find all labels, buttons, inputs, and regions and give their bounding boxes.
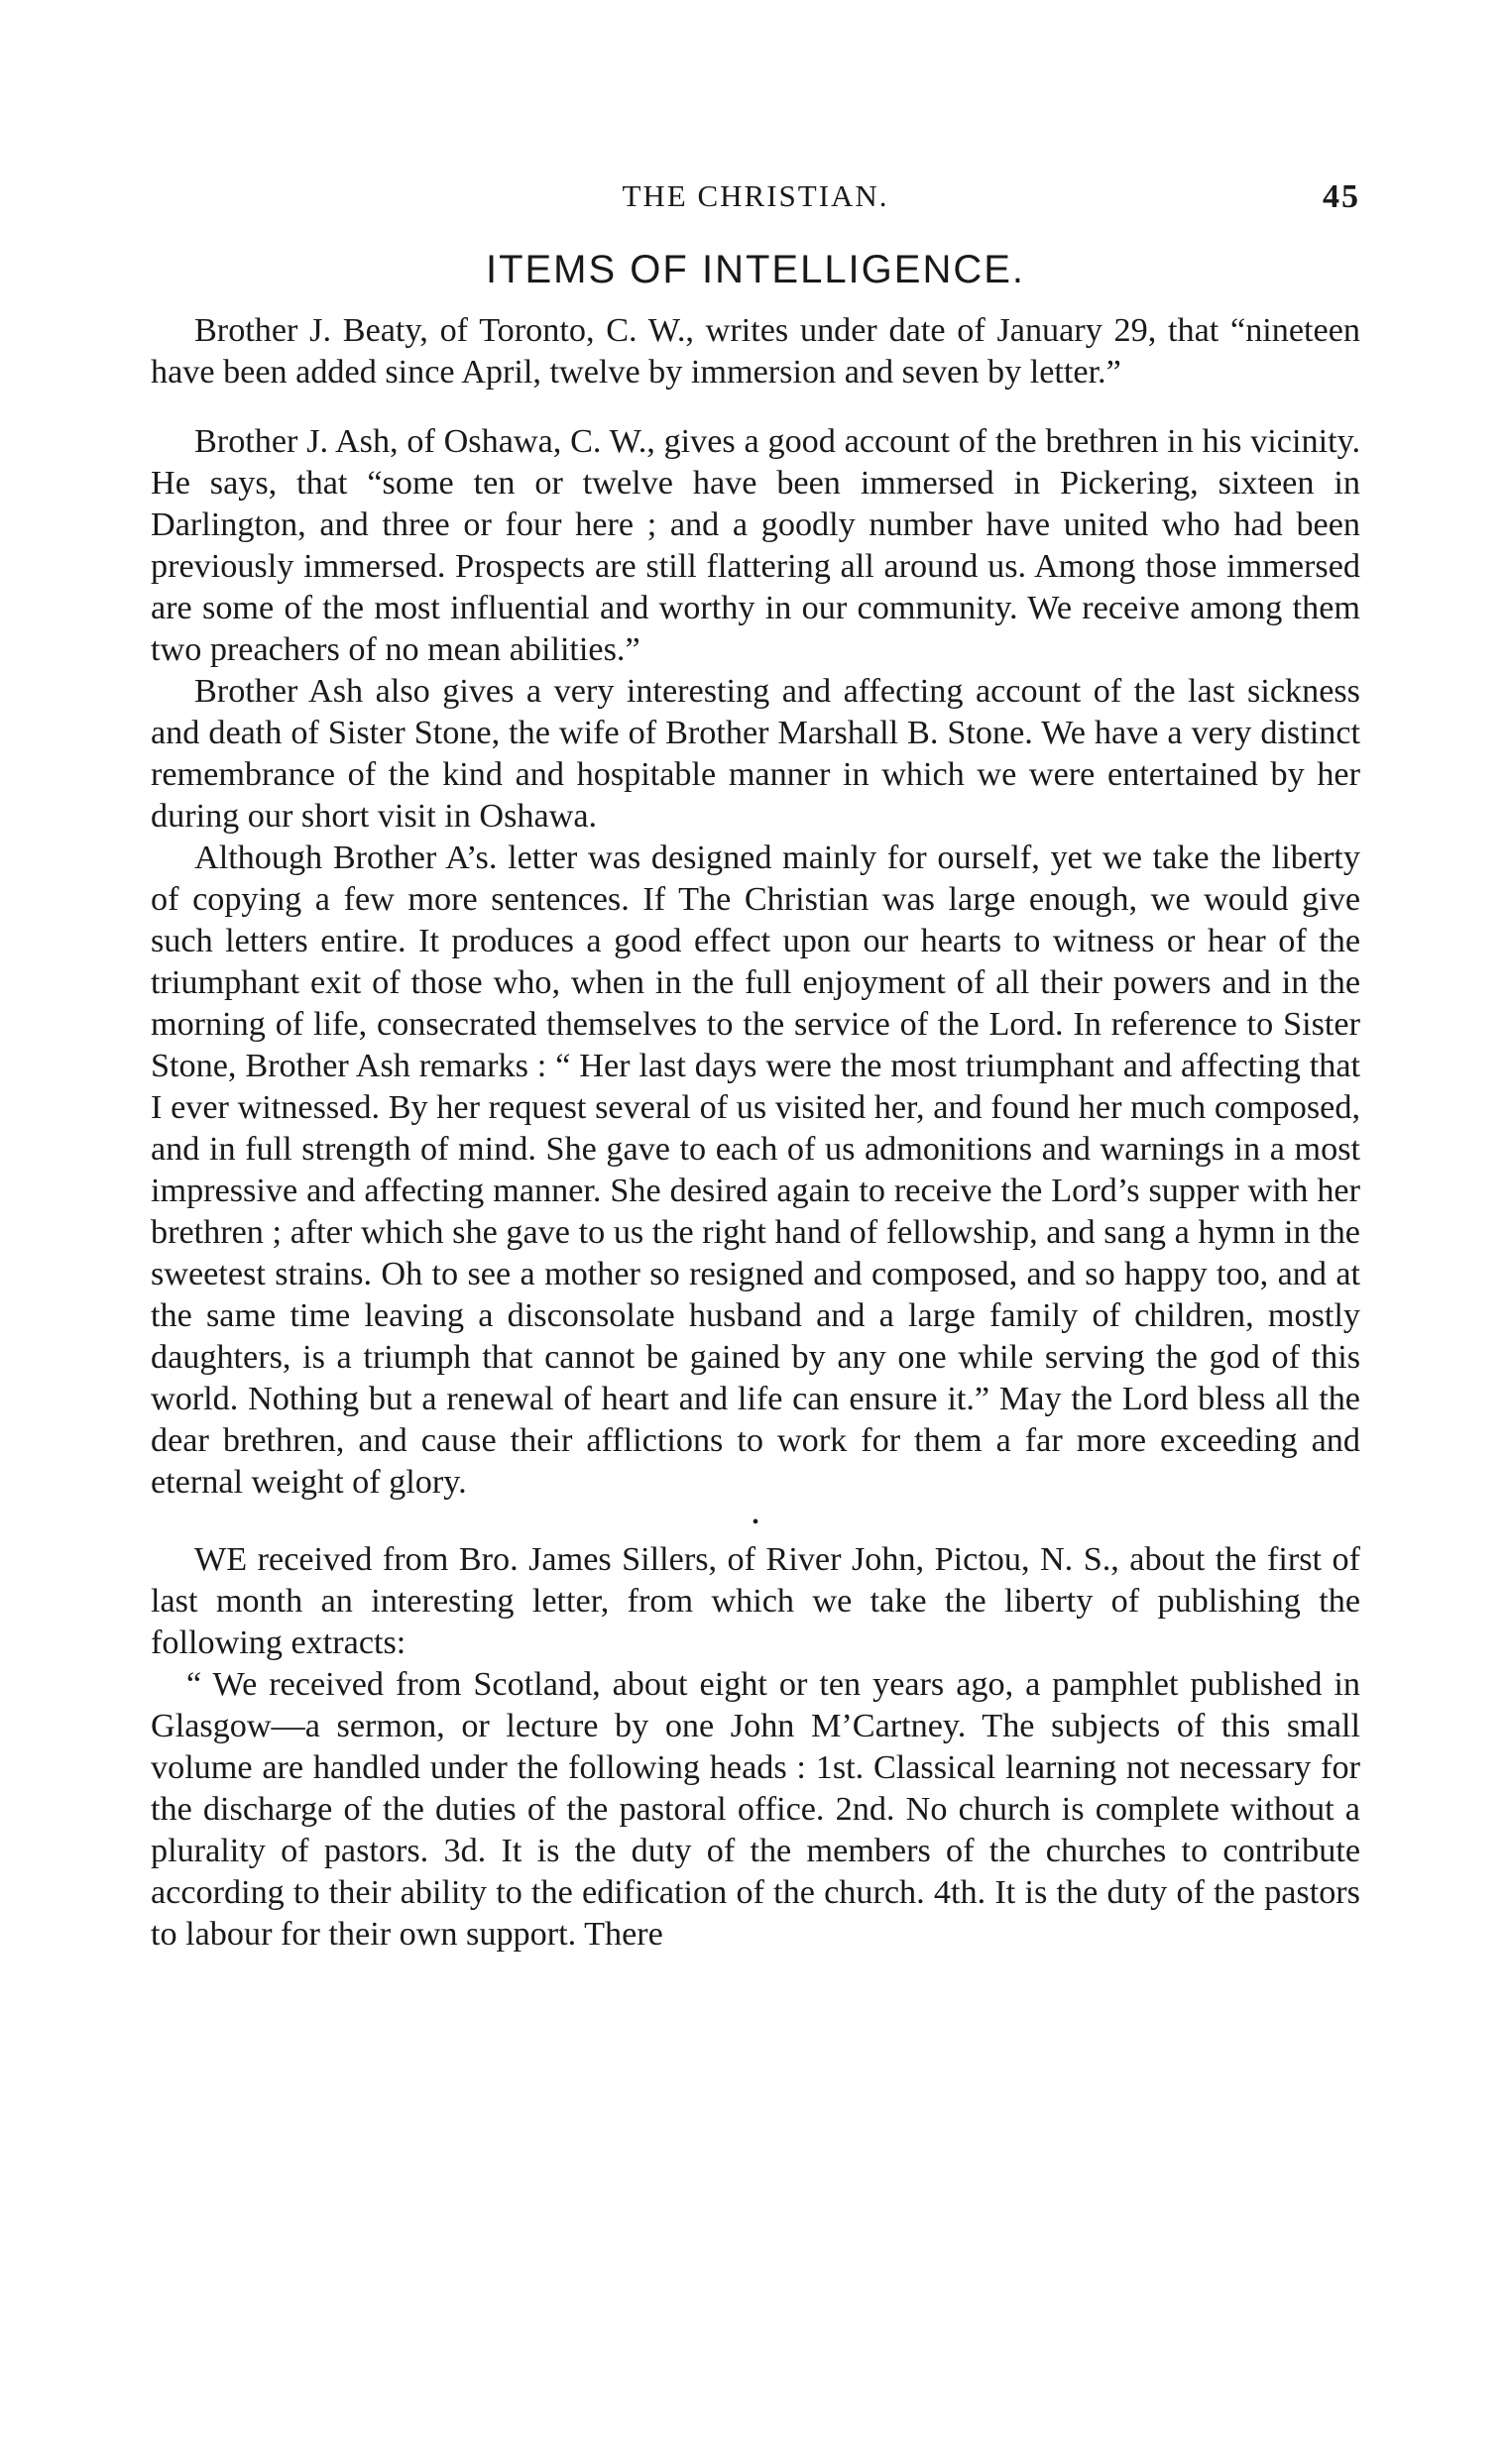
paragraph-ash-account: Brother J. Ash, of Oshawa, C. W., gives a good account of the brethren in his vicinity. He says, that “some ten or twelve have been immersed in Pickering, sixteen in Darlington, and three or four here ; and a goodly number have united who had been previously immersed. Prospects are still flattering all around us. Among those immersed are some of the most influential and worthy in our community. We receive among them two preachers of no mean abilities.”	[151, 423, 1360, 668]
paragraph-ash-letter: Although Brother A’s. letter was designed mainly for ourself, yet we take the liberty of copying a few more sentences. If The Christian was large enough, we would give such letters entire. It produces a good effect upon our hearts to witness or hear of the triumphant exit of those who, when in the full enjoyment of all their powers and in the morning of life, consecrated themselves to the service of the Lord. In reference to Sister Stone, Brother Ash remarks : “ Her last days were the most triumphant and affecting that I ever witnessed. By her request several of us visited her, and found her much composed, and in full strength of mind. She gave to each of us admonitions and warnings in a most impressive and affecting manner. She desired again to receive the Lord’s supper with her brethren ; after which she gave to us the right hand of fellowship, and sang a hymn in the sweetest strains. Oh to see a mother so resigned and composed, and so happy too, and at the same time leaving a disconsolate husband and a large family of children, mostly daughters, is a triumph that cannot be gained by any one while serving the god of this world. Nothing but a renewal of heart and life can ensure it.” May the Lord bless all the dear brethren, and cause their afflictions to work for them a far more exceeding and eternal weight of glory.	[151, 840, 1360, 1501]
paragraph-beaty: Brother J. Beaty, of Toronto, C. W., writes under date of January 29, that “nineteen have been added since April, twelve by immersion and seven by letter.”	[151, 312, 1360, 391]
running-title: THE CHRISTIAN.	[622, 178, 889, 213]
paragraph-sillers: WE received from Bro. James Sillers, of River John, Pictou, N. S., about the first of last month an interesting letter, from which we take the liberty of publishing the following extracts:	[151, 1541, 1360, 1661]
section-divider: •	[752, 1512, 759, 1533]
section-title: ITEMS OF INTELLIGENCE.	[485, 248, 1026, 291]
paragraph-extract: “ We received from Scotland, about eight or ten years ago, a pamphlet published in Glasgow—a sermon, or lecture by one John M’Cartney. The subjects of this small volume are handled under the following heads : 1st. Classical learning not necessary for the discharge of the duties of the pastoral office. 2nd. No church is complete without a plurality of pastors. 3d. It is the duty of the members of the churches to contribute according to their ability to the edification of the church. 4th. It is the duty of the pastors to labour for their own support. There	[151, 1666, 1360, 1953]
paragraph-sister-stone: Brother Ash also gives a very interesting and affecting account of the last sickness and death of Sister Stone, the wife of Brother Marshall B. Stone. We have a very distinct remembrance of the kind and hospitable manner in which we were entertained by her during our short visit in Oshawa.	[151, 673, 1360, 835]
running-header	[151, 178, 1360, 234]
book-page	[151, 178, 1360, 1956]
page-number: 45	[1323, 178, 1360, 215]
